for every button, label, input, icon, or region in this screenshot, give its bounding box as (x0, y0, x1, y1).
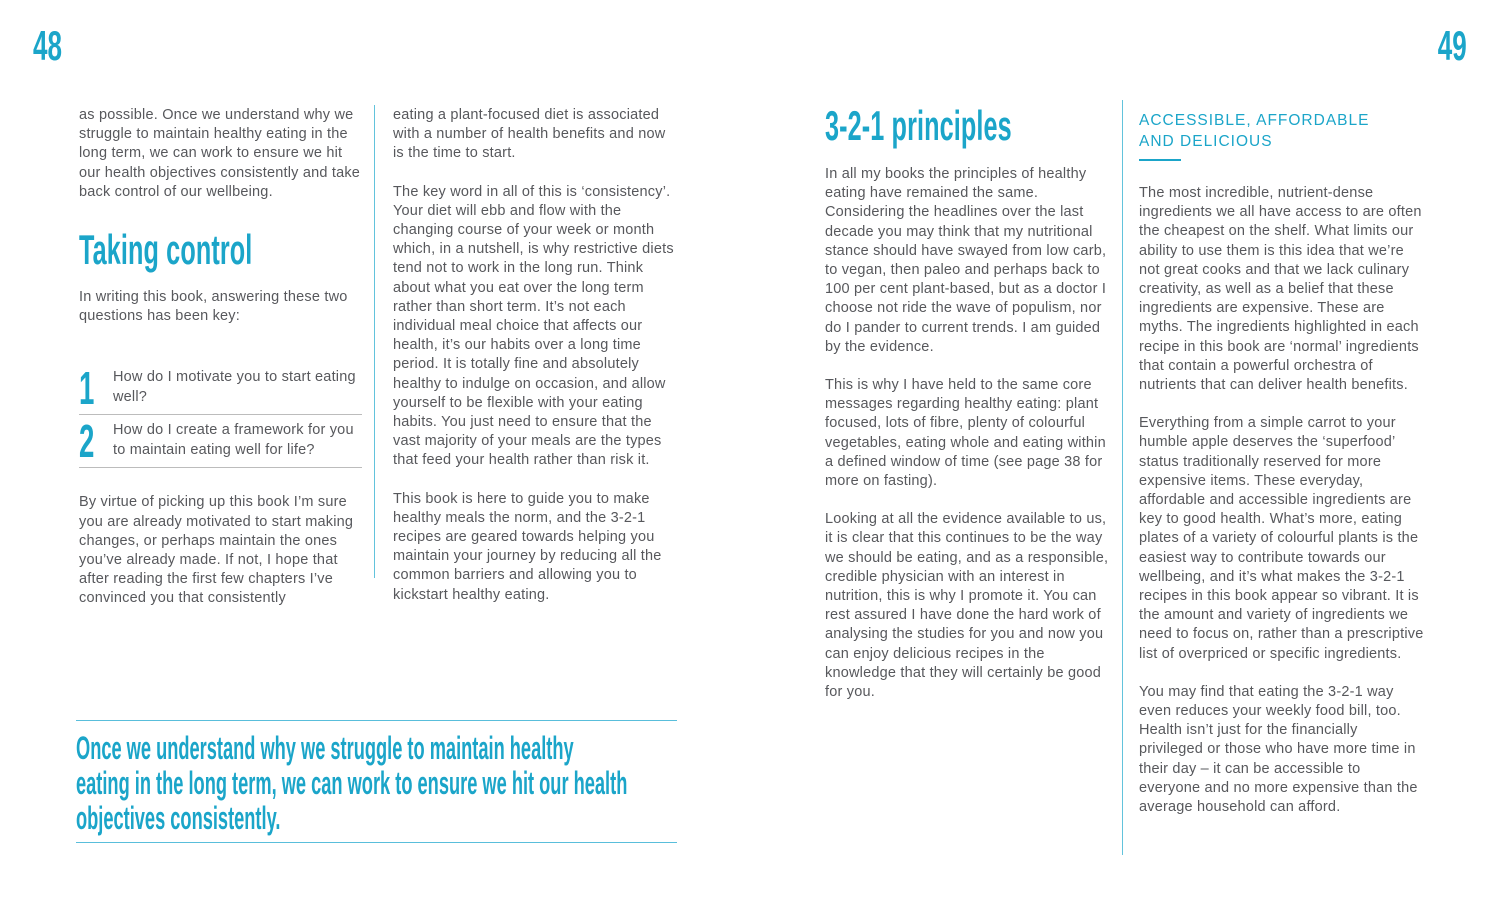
body-paragraph: Everything from a simple carrot to your humble apple deserves the ‘superfood’ status traditionally reserved for more expensive items. These everyday, affordable and accessible ingredients are key to good health. What’s more, eating plates of a variety of colourful plants is the easiest way to contribute towards our wellbeing, and it’s what makes the 3-2-1 recipes in this book appear so vibrant. It is the amount and variety of ingredients we need to focus on, rather than a prescriptive list of overpriced or specific ingredients. (1139, 415, 1424, 662)
pull-quote-line: objectives consistently. (76, 800, 281, 836)
body-paragraph: eating a plant-focused diet is associated with a number of health benefits and now is the time to start. (393, 107, 666, 162)
left-page-column-2 (393, 106, 678, 605)
right-page-column-1 (825, 104, 1109, 702)
body-paragraph: You may find that eating the 3-2-1 way even reduces your weekly food bill, too. Health isn’t just for the financially privileged or those who have more time in their day – it can be accessible to everyone and no more expensive than the average household can afford. (1139, 683, 1418, 816)
outro-paragraph: By virtue of picking up this book I’m sure you are already motivated to start making changes, or perhaps maintain the ones you’ve already made. If not, I hope that after reading the first few chapters I’ve convinced you that consistently (79, 494, 354, 607)
question-list (79, 362, 362, 468)
subsection-heading: AND DELICIOUS (1139, 133, 1273, 150)
question-number: 2 (79, 415, 95, 468)
page-number-right: 49 (1438, 22, 1467, 69)
section-heading-taking-control: Taking control (79, 226, 253, 274)
intro-paragraph: as possible. Once we understand why we struggle to maintain healthy eating in the long term, we can work to ensure we hit our health objectives consistently and take back control of our wellbeing. (79, 107, 361, 200)
pull-quote (76, 720, 677, 843)
body-paragraph: In all my books the principles of healthy eating have remained the same. Considering the headlines over the last decade you may think that my nutritional stance should have swayed from low carb, to vegan, then paleo and perhaps back to 100 per cent plant-based, but as a doctor I choose not ride the wave of populism, nor do I pander to current trends. I am guided by the evidence. (825, 166, 1107, 355)
column-divider (1122, 100, 1123, 855)
left-page-column-1 (79, 106, 362, 609)
body-paragraph: The key word in all of this is ‘consistency’. Your diet will ebb and flow with the changing course of your week or month which, in a nutshell, is why restrictive diets tend not to work in the long run. Think about what you eat over the long term rather than short term. It’s not each individual meal choice that affects our health, it’s our habits over a long time period. It is totally fine and absolutely healthy to indulge on occasion, and allow yourself to be flexible with your eating habits. You just need to ensure that the vast majority of your meals are the types that feed your health rather than risk it. (393, 183, 674, 469)
body-paragraph: The most incredible, nutrient-dense ingredients we all have access to are often the cheapest on the shelf. What limits our ability to use them is this idea that we’re not great cooks and that we lack culinary creativity, as well as a belief that these ingredients are expensive. These are myths. The ingredients highlighted in each recipe in this book are ‘normal’ ingredients that contain a powerful orchestra of nutrients that can deliver health benefits. (1139, 185, 1422, 394)
page-number-left: 48 (33, 22, 62, 69)
column-divider (374, 105, 375, 578)
body-paragraph: Looking at all the evidence available to us, it is clear that this continues to be the way we should be eating, and as a responsible, credible physician with an interest in nutrition, this is why I promote it. You can rest assured I have done the hard work of analysing the studies for you and now you can enjoy delicious recipes in the knowledge that they will certainly be good for you. (825, 511, 1109, 701)
question-text: How do I create a framework for you to maintain eating well for life? (113, 422, 354, 458)
pull-quote-line: eating in the long term, we can work to ensure we hit our health (76, 765, 628, 801)
subsection-underline (1139, 159, 1181, 161)
right-page-column-2 (1139, 110, 1424, 817)
question-number: 1 (79, 362, 95, 415)
body-paragraph: This book is here to guide you to make healthy meals the norm, and the 3-2-1 recipes are geared towards helping you maintain your journey by reducing all the common barriers and allowing you to kickstart healthy eating. (393, 490, 662, 603)
question-item (79, 362, 362, 415)
pull-quote-line: Once we understand why we struggle to maintain healthy (76, 730, 574, 766)
question-text: How do I motivate you to start eating well? (113, 369, 356, 405)
section-heading-321-principles: 3-2-1 principles (825, 102, 1012, 149)
body-paragraph: This is why I have held to the same core messages regarding healthy eating: plant focused, lots of fibre, plenty of colourful vegetables, eating whole and eating within a defined window of time (see page 38 for more on fasting). (825, 377, 1106, 490)
subsection-heading: ACCESSIBLE, AFFORDABLE (1139, 112, 1370, 129)
lead-paragraph: In writing this book, answering these two questions has been key: (79, 289, 348, 325)
question-item (79, 415, 362, 468)
